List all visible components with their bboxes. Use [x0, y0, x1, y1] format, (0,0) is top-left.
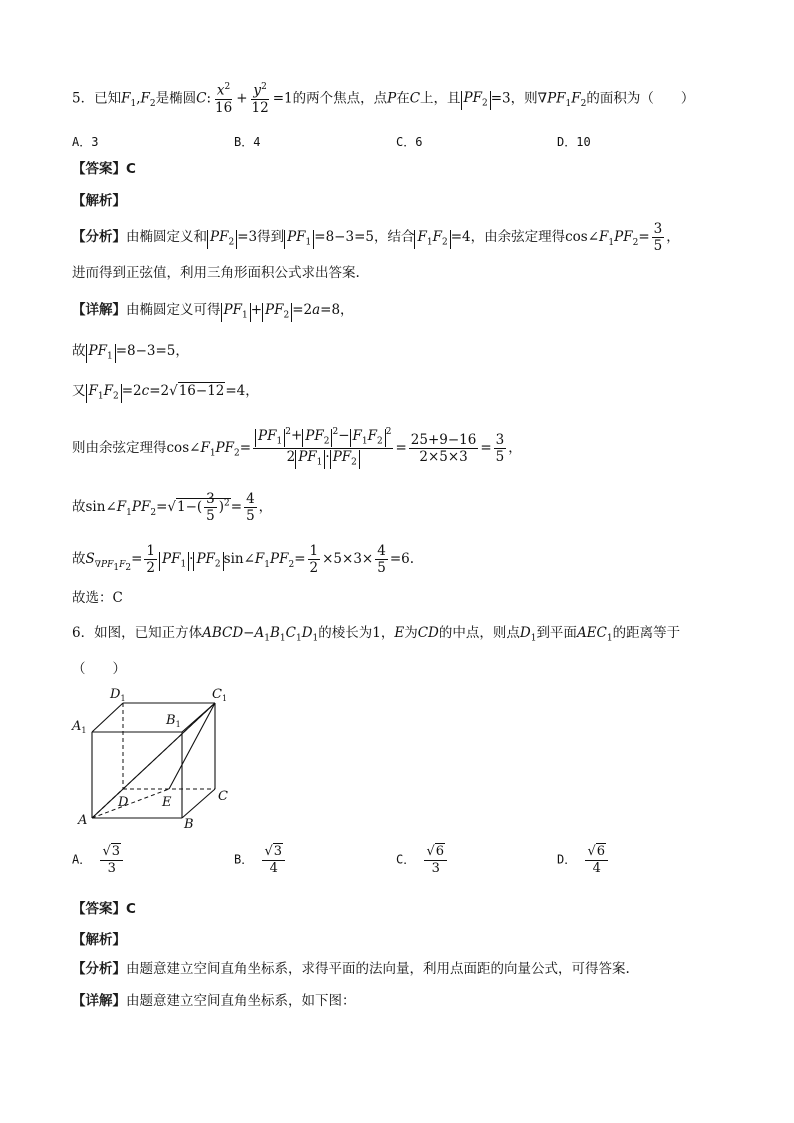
- label-b1: $B_1$: [166, 713, 181, 729]
- q5-detail-5: 故$\sin\angle F_1PF_2=√1-$( $\frac{3}{5}$ )$^2$= $\frac{4}{5}$ ，: [72, 491, 273, 525]
- q6-option-a: A． $\frac{√3}{3}$: [72, 845, 125, 875]
- q6-jiexi-label: 【解析】: [72, 932, 126, 948]
- q5-detail-3: 又 $F_1F_2 =2c=2√16-12=4$，: [72, 383, 259, 402]
- edge-bc: [182, 789, 215, 818]
- q6-option-d: D． $\frac{√6}{4}$: [557, 845, 610, 875]
- q5-stem: 5．已知$F_1,F_2$是椭圆C: $\frac{x^2}{16}$ + $\frac{y^2}{12}$ =1的两个焦点，点P在C上，且 $PF_2 =3$，则$\nabla PF_1F_2$的面积为（ ）: [72, 82, 695, 116]
- q5-detail-1: 【详解】由椭圆定义可得 $PF_1 + PF_2 =2a=8$，: [72, 302, 354, 321]
- label-e: E: [162, 795, 172, 810]
- label-d1: $D_1$: [110, 687, 126, 703]
- q5-analysis: 【分析】由椭圆定义和 $PF_2 =3$得到 $PF_1 =8-3=5$，结合 $F_1F_2 =4$，由余弦定理得$\cos\angle F_1PF_2=$ $\frac{3}{5}$ ，: [72, 221, 680, 255]
- q6-analysis: 【分析】由题意建立空间直角坐标系，求得平面的法向量，利用点面距的向量公式，可得答案.: [72, 961, 630, 977]
- label-c: C: [218, 789, 228, 804]
- q5-jiexi-label: 【解析】: [72, 193, 126, 209]
- q6-stem: 6．如图，已知正方体$ABCD-A_1B_1C_1D_1$的棱长为1，E为CD的中点，则点$D_1$到平面$AEC_1$的距离等于: [72, 625, 681, 644]
- q5-final-choice: 故选：C: [72, 590, 123, 606]
- q5-analysis-line2: 进而得到正弦值，利用三角形面积公式求出答案.: [72, 265, 360, 281]
- q6-answer: 【答案】C: [72, 901, 136, 917]
- q5-option-a: A．3: [72, 135, 99, 149]
- edge-a1d1: [92, 703, 123, 732]
- q5-option-d: D．10: [557, 135, 591, 149]
- q5-option-b: B．4: [234, 135, 261, 149]
- hidden-segment-ae: [92, 789, 169, 818]
- q5-detail-4: 则由余弦定理得$\cos\angle F_1PF_2=$ $\frac{PF_1^2+ PF_2^2- F_1F_2^2}{2 PF_1 \cdot PF_2}$ = $\frac{25+9-16}{2\times 5\times 3}$ = $\frac{3}{5}$ ，: [72, 427, 522, 468]
- label-d: D: [118, 795, 129, 810]
- cube-figure: [70, 682, 250, 832]
- label-c1: $C_1$: [212, 687, 228, 703]
- q6-paren: （ ）: [72, 661, 126, 677]
- q5-answer: 【答案】C: [72, 161, 136, 177]
- segment-c1e: [169, 703, 215, 789]
- label-a: A: [78, 813, 88, 828]
- q6-option-b: B． $\frac{√3}{4}$: [234, 845, 287, 875]
- q6-detail: 【详解】由题意建立空间直角坐标系，如下图：: [72, 993, 356, 1009]
- q5-option-c: C．6: [396, 135, 423, 149]
- q5-detail-6: 故$S_{\nabla PF_1F_2}=$ $\frac{1}{2}$ $PF_1 \cdot PF_2$ $\sin\angle F_1PF_2=$ $\frac{1}{2}$ ×5×3× $\frac{4}{5}$ =6.: [72, 543, 415, 577]
- label-b: B: [184, 817, 194, 832]
- label-a1: $A_1$: [72, 719, 87, 735]
- q6-option-c: C． $\frac{√6}{3}$: [396, 845, 449, 875]
- q5-detail-2: 故 $PF_1 =8-3=5$，: [72, 343, 189, 362]
